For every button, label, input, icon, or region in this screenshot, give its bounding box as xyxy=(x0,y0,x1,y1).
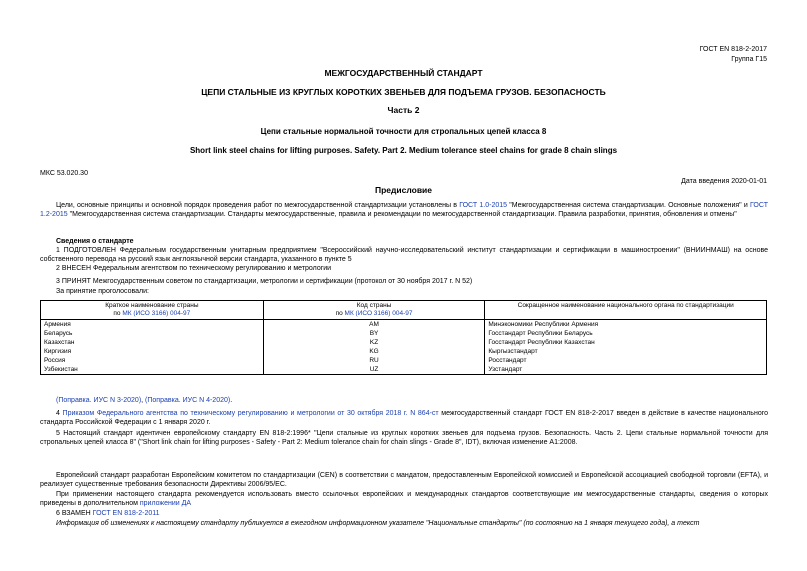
cell-country: Армения xyxy=(41,320,264,330)
table-row xyxy=(41,329,767,338)
cell-body: Госстандарт Республики Беларусь xyxy=(485,329,767,338)
cell-code: BY xyxy=(263,329,485,338)
separator-text: , xyxy=(141,397,146,404)
info-text: межгосударственный стандарт ГОСТ EN 818-2-2017 введен в действие в качестве национального стандарта Российской Федерации с 1 января 2020 г. xyxy=(40,410,769,426)
cell-body: Росстандарт xyxy=(485,356,767,365)
part-label: Часть 2 xyxy=(387,105,420,115)
amendment-link-2[interactable]: (Поправка. ИУС N 4-2020) xyxy=(145,397,231,404)
table-header-row xyxy=(41,301,767,320)
table-row xyxy=(41,347,767,356)
changes-note: Информация об изменениях к настоящему стандарту публикуется в ежегодном информационном указателе "Национальные стандарты" (по состоянию на 1 января текущего года), а текст xyxy=(56,520,700,527)
info-item-3: 3 ПРИНЯТ Межгосударственным советом по стандартизации, метрологии и сертификации (протокол от 30 ноября 2017 г. N 52) xyxy=(56,278,473,285)
info-item-5: 5 Настоящий стандарт идентичен европейскому стандарту EN 818-2:1996* "Цепи стальные из круглых коротких звеньев для подъема грузов. Безопасность. Часть 2. Цепи стальные нормальной точности для стропальных цепей класса 8" ("Short link chain for lifting purposes - Safety - Part 2: Medium tolerance chain for chain slings - Grade 8", IDT), включая изменение A1:2008. xyxy=(40,430,768,446)
cell-code: UZ xyxy=(263,365,485,375)
standard-subtitle: Цепи стальные нормальной точности для стропальных цепей класса 8 xyxy=(260,127,547,136)
info-item-4 xyxy=(40,409,768,427)
cell-body: Госстандарт Республики Казахстан xyxy=(485,338,767,347)
introduction-date: Дата введения 2020-01-01 xyxy=(681,178,767,185)
info-item-6 xyxy=(40,509,768,518)
cell-code: KG xyxy=(263,347,485,356)
cell-country: Казахстан xyxy=(41,338,264,347)
gost-en-818-2-2011-link[interactable]: ГОСТ EN 818-2-2011 xyxy=(92,510,160,517)
cell-body: Кыргызстандарт xyxy=(485,347,767,356)
table-row xyxy=(41,365,767,375)
cell-country: Россия xyxy=(41,356,264,365)
column-header-code xyxy=(263,301,485,320)
mk-iso-3166-link[interactable]: МК (ИСО 3166) 004-97 xyxy=(344,310,413,317)
header-label: по xyxy=(113,310,123,317)
interstate-heading: МЕЖГОСУДАРСТВЕННЫЙ СТАНДАРТ xyxy=(324,68,483,78)
cell-code: RU xyxy=(263,356,485,365)
application-paragraph xyxy=(40,490,768,508)
voted-label: За принятие проголосовали: xyxy=(56,288,149,295)
cell-country: Киргизия xyxy=(41,347,264,356)
document-group: Группа Г15 xyxy=(731,56,767,63)
gost-1-2-link[interactable]: ГОСТ 1.2-2015 xyxy=(40,202,768,218)
cell-body: Узстандарт xyxy=(485,365,767,375)
amendments-line xyxy=(40,396,768,405)
gost-1-0-link[interactable]: ГОСТ 1.0-2015 xyxy=(459,202,508,209)
document-code: ГОСТ EN 818-2-2017 xyxy=(699,46,767,53)
cell-country: Узбекистан xyxy=(41,365,264,375)
info-item-2: 2 ВНЕСЕН Федеральным агентством по техническому регулированию и метрологии xyxy=(56,265,332,272)
european-standard-paragraph: Европейский стандарт разработан Европейским комитетом по стандартизации (CEN) в соответствии с мандатом, предоставленным Европейской комиссией и Европейской ассоциацией свободной торговли (EFTA), и реализует существенные требования безопасности Директивы 2006/95/EC. xyxy=(40,472,768,488)
header-label: по xyxy=(335,310,345,317)
cell-code: AM xyxy=(263,320,485,330)
item-number: 4 xyxy=(56,410,63,417)
column-header-body: Сокращенное наименование национального органа по стандартизации xyxy=(485,301,767,320)
header-label: Код страны xyxy=(356,302,392,309)
standard-info-heading: Сведения о стандарте xyxy=(56,238,134,245)
mk-iso-3166-link[interactable]: МК (ИСО 3166) 004-97 xyxy=(122,310,191,317)
order-link[interactable]: Приказом Федерального агентства по техническому регулированию и метрологии от 30 октября 2018 г. N 864-ст xyxy=(62,410,439,417)
cell-country: Беларусь xyxy=(41,329,264,338)
table-row xyxy=(41,320,767,330)
foreword-text: "Межгосударственная система стандартизации. Стандарты межгосударственные, правила и рекомендации по межгосударственной стандартизации. Правила разработки, принятия, обновления и отмены" xyxy=(67,211,737,218)
english-title: Short link steel chains for lifting purposes. Safety. Part 2. Medium tolerance steel chains for grade 8 chain slings xyxy=(189,146,618,155)
countries-table xyxy=(40,300,767,375)
info-item-1: 1 ПОДГОТОВЛЕН Федеральным государственным унитарным предприятием "Всероссийский научно-исследовательский институт стандартизации и сертификации в машиностроении" (ВНИИНМАШ) на основе собственного перевода на русский язык англоязычной версии стандарта, указанного в пункте 5 xyxy=(40,247,768,263)
column-header-country xyxy=(41,301,264,320)
foreword-text: Цели, основные принципы и основной порядок проведения работ по межгосударственной стандартизации установлены в xyxy=(56,202,460,209)
appendix-da-link[interactable]: приложении ДА xyxy=(139,500,192,507)
standard-title: ЦЕПИ СТАЛЬНЫЕ ИЗ КРУГЛЫХ КОРОТКИХ ЗВЕНЬЕВ ДЛЯ ПОДЪЕМА ГРУЗОВ. БЕЗОПАСНОСТЬ xyxy=(201,87,606,97)
mks-code: МКС 53.020.30 xyxy=(40,170,88,177)
foreword-paragraph xyxy=(40,201,768,219)
amendment-link-1[interactable]: (Поправка. ИУС N 3-2020) xyxy=(56,397,142,404)
foreword-text: "Межгосударственная система стандартизации. Основные положения" и xyxy=(507,202,751,209)
separator-text: . xyxy=(230,397,233,404)
application-text: При применении настоящего стандарта рекомендуется использовать вместо ссылочных европейских и международных стандартов соответствующие им межгосударственные стандарты, сведения о которых приведены в дополнительном xyxy=(40,491,768,507)
foreword-heading: Предисловие xyxy=(374,185,433,195)
table-row xyxy=(41,338,767,347)
cell-body: Минэкономики Республики Армения xyxy=(485,320,767,330)
table-row xyxy=(41,356,767,365)
header-label: Краткое наименование страны xyxy=(105,302,199,309)
cell-code: KZ xyxy=(263,338,485,347)
replaced-text: 6 ВЗАМЕН xyxy=(56,510,93,517)
